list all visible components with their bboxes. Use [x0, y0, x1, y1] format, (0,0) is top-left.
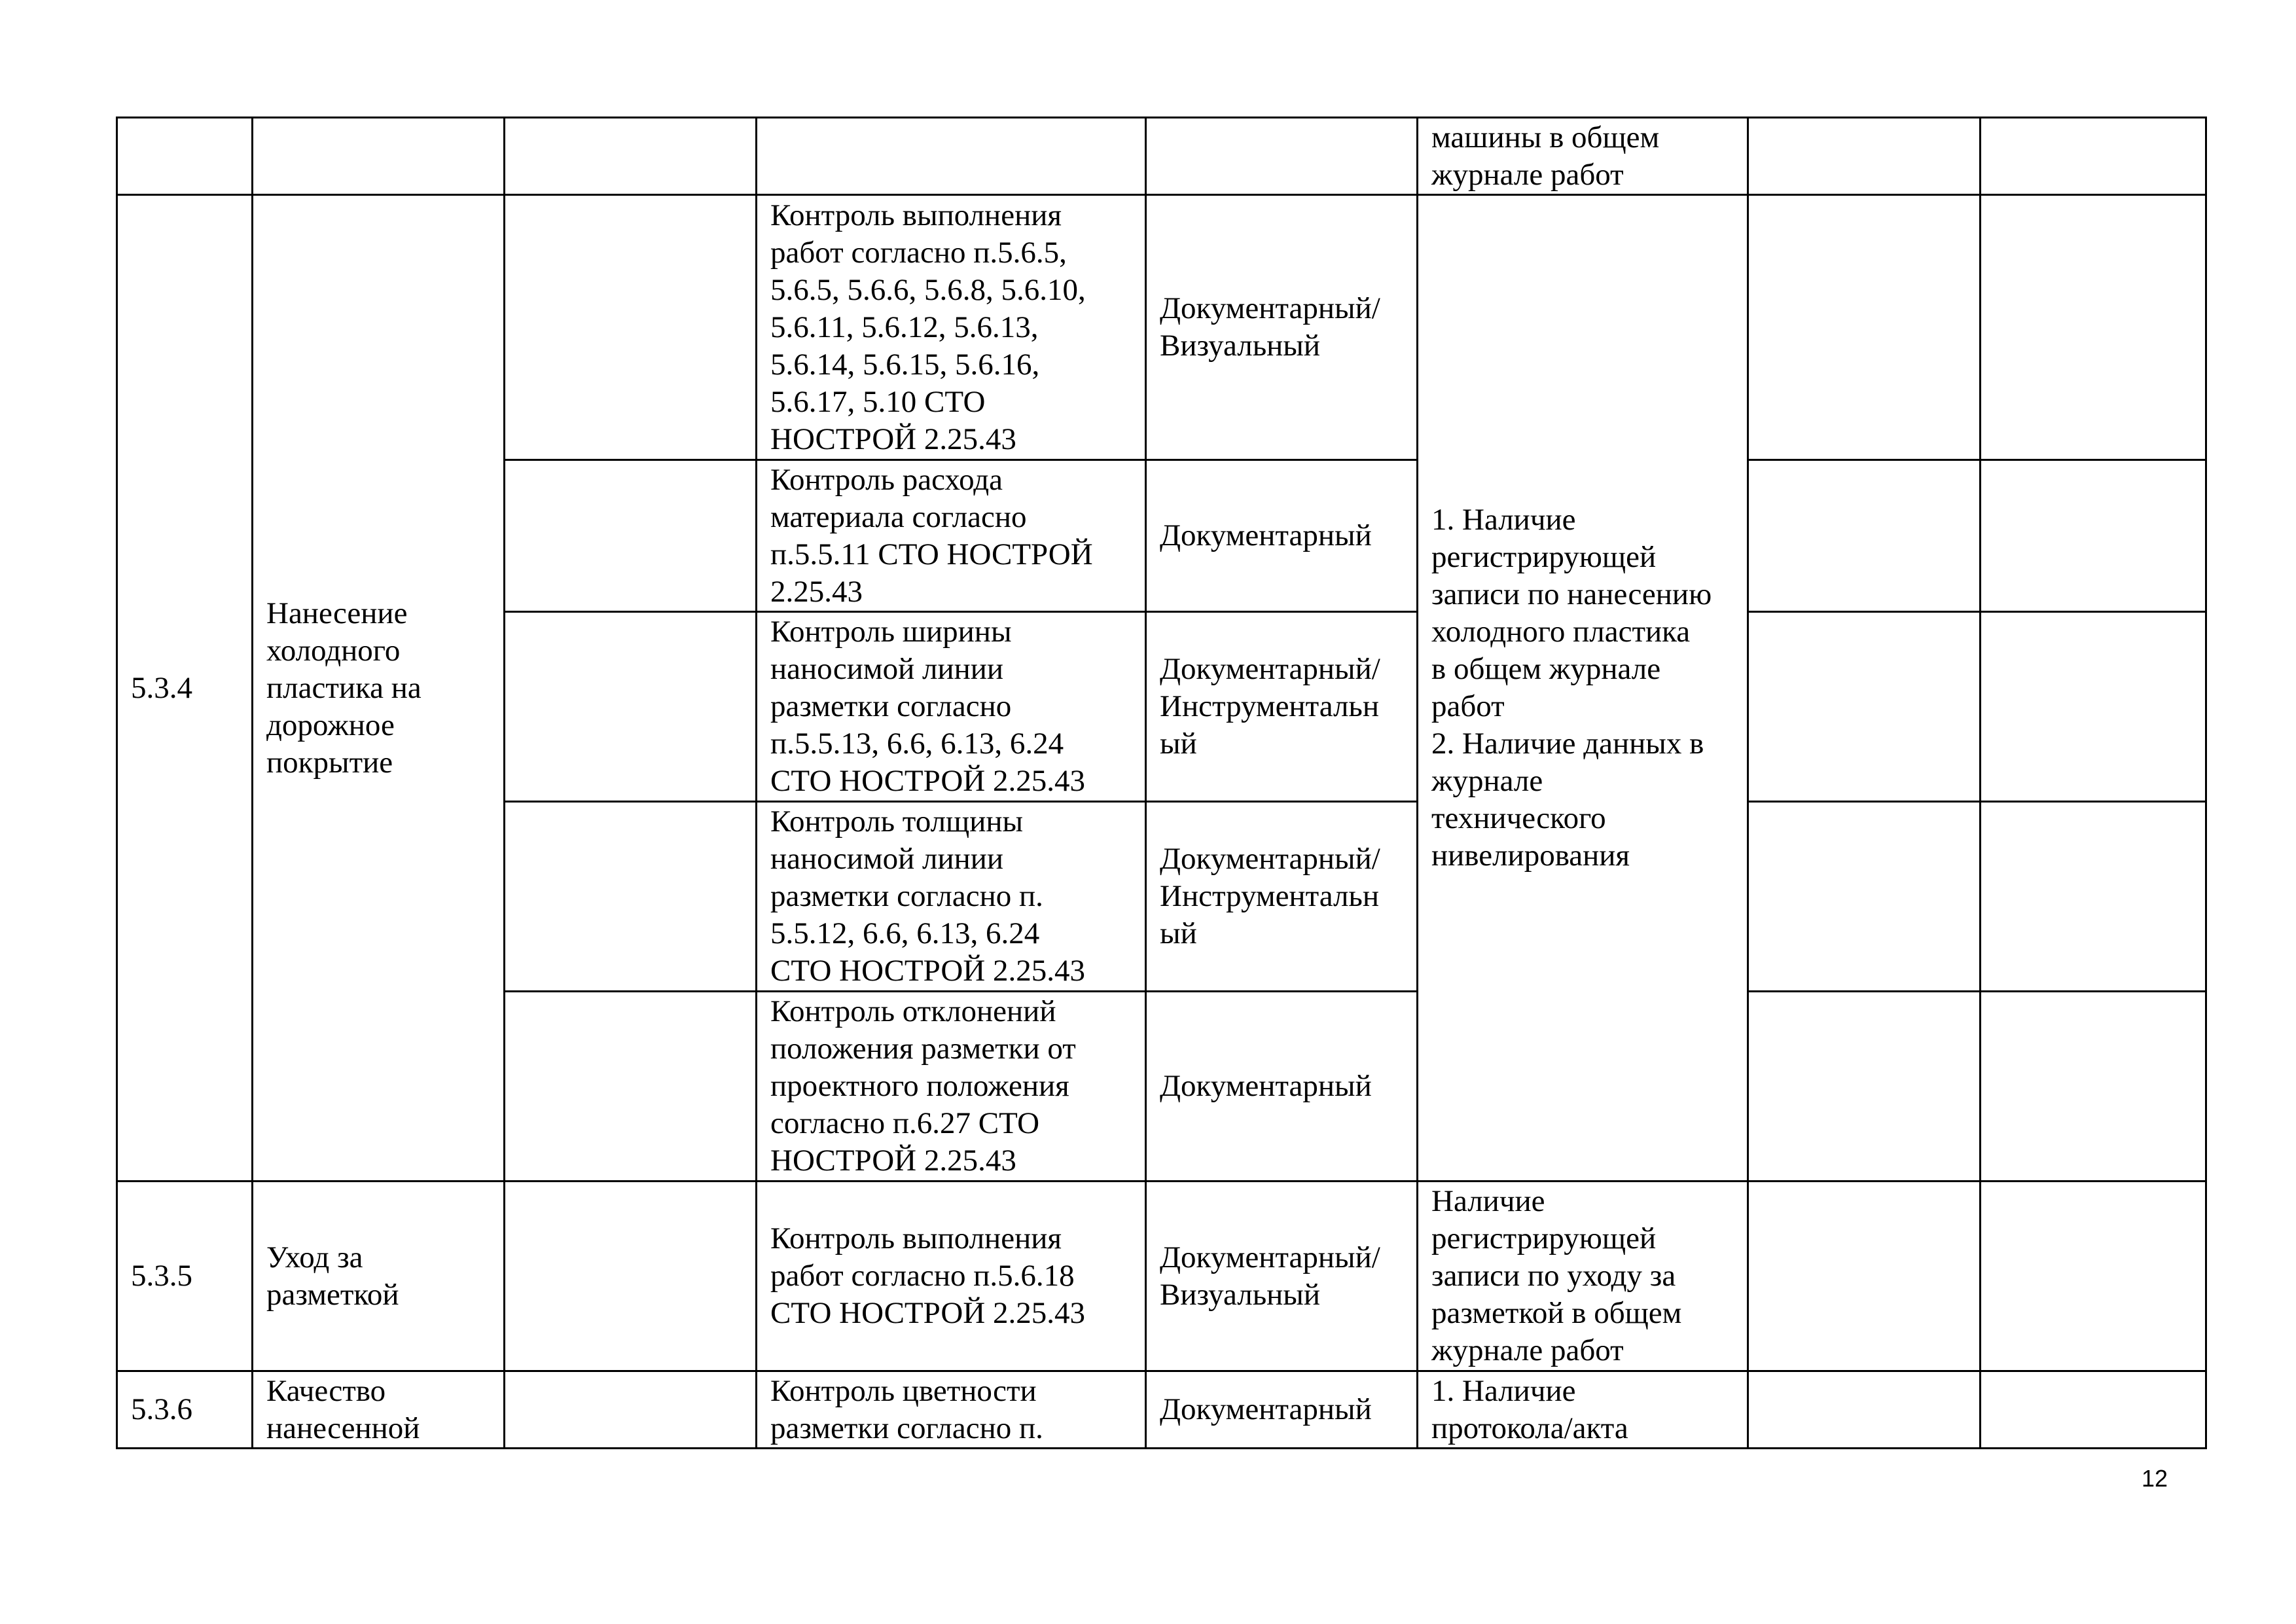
cell-control-method: Документарный/ Визуальный: [1146, 195, 1418, 460]
cell-control-method: Документарный/ Визуальный: [1146, 1182, 1418, 1371]
table-row: [117, 118, 2206, 195]
cell-empty: [1981, 612, 2206, 802]
cell-empty: [505, 195, 757, 460]
cell-number: 5.3.5: [117, 1182, 253, 1371]
cell-result-record: 1. Наличие регистрирующей записи по нанесению холодного пластика в общем журнале работ 2. Наличие данных в журнале технического нивелирования: [1418, 195, 1748, 1182]
cell-empty: [505, 992, 757, 1182]
cell-control-description: Контроль толщины наносимой линии разметки согласно п. 5.5.12, 6.6, 6.13, 6.24 СТО НОСТРОЙ 2.25.43: [757, 802, 1146, 992]
cell-empty: [1748, 802, 1981, 992]
table-row: [117, 195, 2206, 460]
cell-number: 5.3.6: [117, 1371, 253, 1449]
cell-empty: [1748, 992, 1981, 1182]
cell-empty: [505, 612, 757, 802]
cell-empty: [505, 1182, 757, 1371]
cell-empty: [1748, 1182, 1981, 1371]
cell-control-description: [757, 118, 1146, 195]
cell-work-name: [253, 118, 505, 195]
cell-work-name: Нанесение холодного пластика на дорожное покрытие: [253, 195, 505, 1182]
cell-number: [117, 118, 253, 195]
cell-control-method: Документарный/ Инструментальн ый: [1146, 612, 1418, 802]
cell-result-record: машины в общем журнале работ: [1418, 118, 1748, 195]
cell-work-name: Качество нанесенной: [253, 1371, 505, 1449]
cell-control-method: Документарный/ Инструментальн ый: [1146, 802, 1418, 992]
cell-empty: [1981, 1182, 2206, 1371]
cell-empty: [1981, 460, 2206, 612]
cell-control-description: Контроль выполнения работ согласно п.5.6.5, 5.6.5, 5.6.6, 5.6.8, 5.6.10, 5.6.11, 5.6.12, 5.6.13, 5.6.14, 5.6.15, 5.6.16, 5.6.17, 5.10 СТО НОСТРОЙ 2.25.43: [757, 195, 1146, 460]
cell-empty: [1981, 802, 2206, 992]
cell-empty: [505, 1371, 757, 1449]
cell-control-method: Документарный: [1146, 460, 1418, 612]
cell-empty: [1981, 1371, 2206, 1449]
table-row: [117, 1182, 2206, 1371]
cell-empty: [1981, 992, 2206, 1182]
cell-control-method: Документарный: [1146, 992, 1418, 1182]
cell-empty: [1981, 195, 2206, 460]
cell-work-name: Уход за разметкой: [253, 1182, 505, 1371]
cell-control-method: [1146, 118, 1418, 195]
page-number: 12: [2141, 1465, 2168, 1492]
cell-control-description: Контроль расхода материала согласно п.5.5.11 СТО НОСТРОЙ 2.25.43: [757, 460, 1146, 612]
cell-empty: [1748, 118, 1981, 195]
cell-empty: [505, 802, 757, 992]
cell-empty: [1748, 460, 1981, 612]
cell-number: 5.3.4: [117, 195, 253, 1182]
cell-result-record: Наличие регистрирующей записи по уходу за разметкой в общем журнале работ: [1418, 1182, 1748, 1371]
cell-control-description: Контроль отклонений положения разметки от проектного положения согласно п.6.27 СТО НОСТРОЙ 2.25.43: [757, 992, 1146, 1182]
cell-empty: [1748, 1371, 1981, 1449]
cell-empty: [1748, 612, 1981, 802]
inspection-table: [116, 117, 2207, 1449]
cell-empty: [1748, 195, 1981, 460]
cell-control-description: Контроль ширины наносимой линии разметки согласно п.5.5.13, 6.6, 6.13, 6.24 СТО НОСТРОЙ 2.25.43: [757, 612, 1146, 802]
cell-control-method: Документарный: [1146, 1371, 1418, 1449]
table-row: [117, 1371, 2206, 1449]
cell-result-record: 1. Наличие протокола/акта: [1418, 1371, 1748, 1449]
cell-empty: [1981, 118, 2206, 195]
cell-control-description: Контроль цветности разметки согласно п.: [757, 1371, 1146, 1449]
cell-control-description: Контроль выполнения работ согласно п.5.6.18 СТО НОСТРОЙ 2.25.43: [757, 1182, 1146, 1371]
cell-empty: [505, 460, 757, 612]
cell-empty: [505, 118, 757, 195]
